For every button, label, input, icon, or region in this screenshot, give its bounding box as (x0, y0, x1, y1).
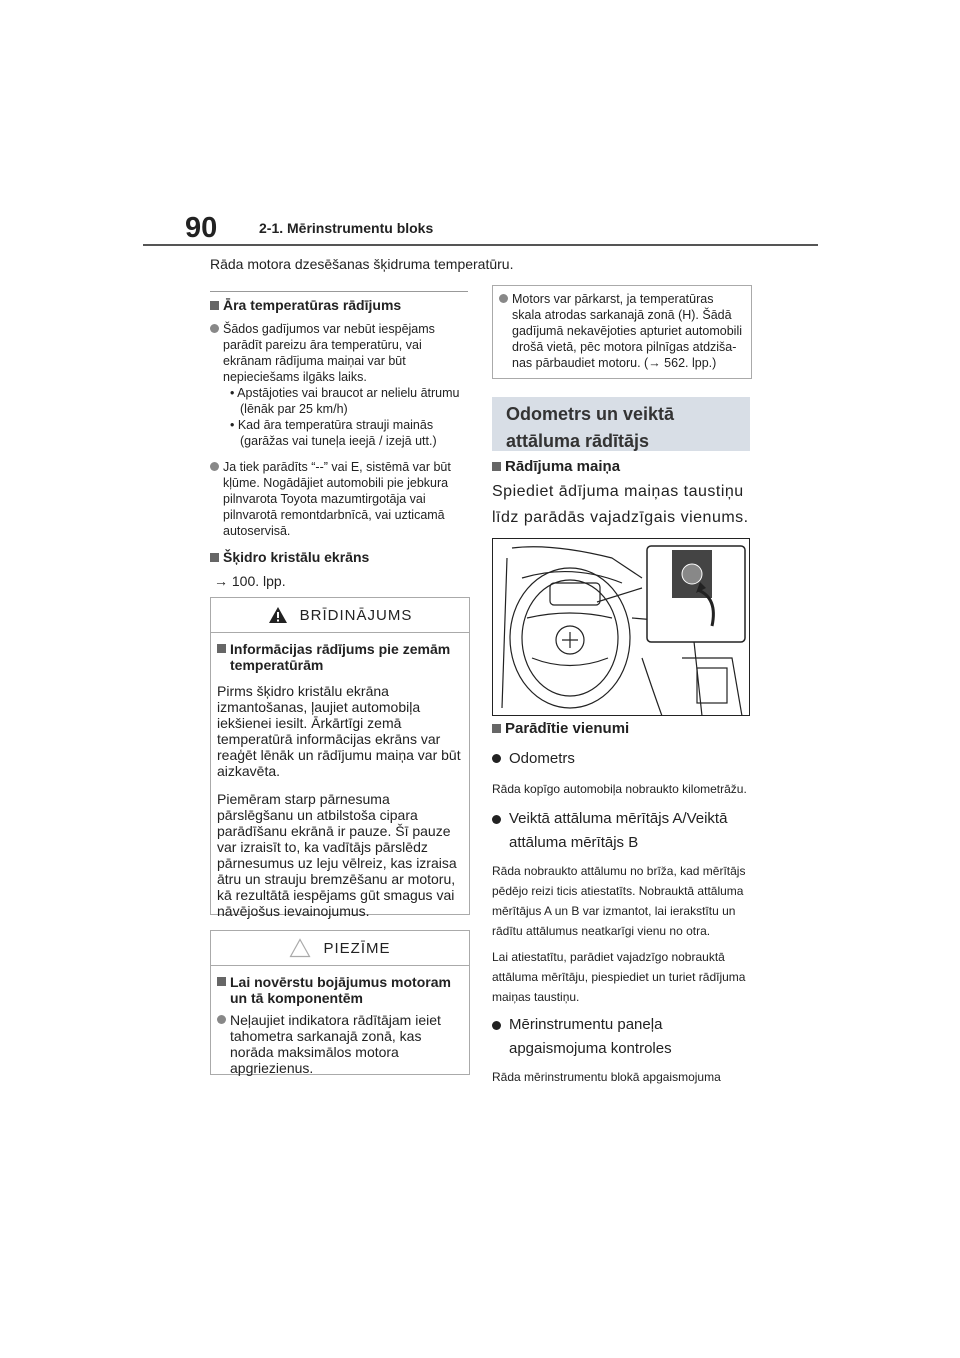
lcd-reference: → 100. lpp. (214, 573, 286, 589)
caution-outline-icon (289, 938, 311, 958)
note-bullet (499, 294, 508, 303)
note-2: Ja tiek parādīts “--” vai E, sistēmā var būt kļūme. Nogādājiet automobili pie jebkura pilnvarota Toyota mazumtirgotāja vai pilnvarotā remontdarbnīcā, vai uzticamā autoservisā. (210, 459, 468, 539)
left-divider (210, 291, 468, 292)
warning-box (210, 597, 470, 919)
warning-paragraph-2: Piemēram starp pārnesuma pārslēgšanu un atbilstoša cipara parādīšanu ekrānā ir pauze. Šī pauze var izraisīt to, ka vadītājs pārslēdz pārnesumus uz leju vēlreiz, kas izraisa ātru un strauju bremzēšanu ar motoru, kā rezultātā iespējams gūt smagus vai nāvējošus ievainojumus. (217, 791, 457, 919)
notice-title: PIEZĪME (323, 939, 391, 957)
display-change-heading: Rādījuma maiņa (492, 458, 754, 475)
notice-heading: Lai novērstu bojājumus motoram un tā komponentēm (217, 974, 463, 1006)
intro-text: Rāda motora dzesēšanas šķidruma temperatūru. (210, 256, 514, 272)
overheat-note-box (492, 285, 752, 379)
item-odometer-desc: Rāda kopīgo automobiļa nobraukto kilometrāžu. (492, 782, 747, 796)
shown-items-section (492, 720, 754, 1087)
display-change-text: Spiediet ādījuma maiņas taustiņu līdz parādās vajadzīgais vienums. (492, 483, 749, 526)
item-panel-light: Mērinstrumentu paneļa apgaismojuma kontroles (492, 1013, 754, 1061)
warning-title: BRĪDINĀJUMS (299, 606, 413, 624)
note-1: Šādos gadījumos var nebūt iespējams parādīt pareizu āra temperatūru, vai ekrānam rādījuma maiņai var būt nepieciešams ilgāks laiks. (210, 321, 468, 385)
item-panel-light-desc: Rāda mērinstrumentu blokā apgaismojuma (492, 1070, 721, 1084)
left-column (210, 297, 468, 589)
bullet-2: • Kad āra temperatūra strauji mainās (garāžas vai tuneļa ieejā / izejā utt.) (230, 418, 437, 448)
overheat-note: Motors var pārkarst, ja temperatūras skala atrodas sarkanajā zonā (H). Šādā gadījumā nekavējoties apturiet automobili drošā vietā, pēc motora pilnīgas atdziša-nas pārbaudiet motoru. (→ 562. lpp.) (512, 292, 742, 370)
item-trip-meter-desc-2: Lai atiestatītu, parādiet vajadzīgo nobrauktā attāluma mērītāju, piespiediet un turiet rādījuma maiņas taustiņu. (492, 950, 746, 1004)
item-odometer: Odometrs (492, 747, 754, 771)
shown-items-heading: Parādītie vienumi (492, 720, 754, 737)
section-title: 2-1. Mērinstrumentu bloks (259, 220, 434, 236)
notice-paragraph: Neļaujiet indikatora rādītājam ieiet tahometra sarkanajā zonā, kas norāda maksimālos motora apgriezienus. (217, 1012, 463, 1076)
page-number: 90 (185, 212, 218, 244)
dashboard-illustration (492, 538, 750, 716)
notice-box (210, 930, 470, 1075)
notice-header (211, 931, 469, 965)
odometer-section-title: Odometrs un veiktā attāluma rādītājs (506, 404, 675, 451)
warning-icon (268, 606, 288, 624)
display-change-section (492, 458, 754, 531)
odometer-section-header (492, 397, 750, 451)
bullet-1: • Apstājoties vai braucot ar nelielu ātrumu (lēnāk par 25 km/h) (230, 386, 460, 416)
warning-header (211, 598, 469, 632)
item-trip-meter-desc-1: Rāda nobraukto attālumu no brīža, kad mērītājs pēdējo reizi ticis atiestatīts. Nobrauktā attāluma mērītājus A un B var izmantot, lai ierakstītu un rādītu attālumus neatkarīgi vienu no otra. (492, 864, 746, 938)
item-trip-meter: Veiktā attāluma mērītājs A/Veiktā attāluma mērītājs B (492, 807, 754, 855)
warning-heading: Informācijas rādījums pie zemām temperatūrām (217, 641, 463, 673)
warning-paragraph-1: Pirms šķidro kristālu ekrāna izmantošanas, ļaujiet automobiļa iekšienei iesilt. Ārkārtīgi zemā temperatūrā informācijas ekrāns var reaģēt lēnāk un rādījumu maiņa var būt aizkavēta. (217, 683, 461, 779)
outside-temp-heading: Āra temperatūras rādījums (210, 297, 468, 313)
header-divider (143, 244, 818, 246)
lcd-heading: Šķidro kristālu ekrāns (210, 549, 468, 565)
